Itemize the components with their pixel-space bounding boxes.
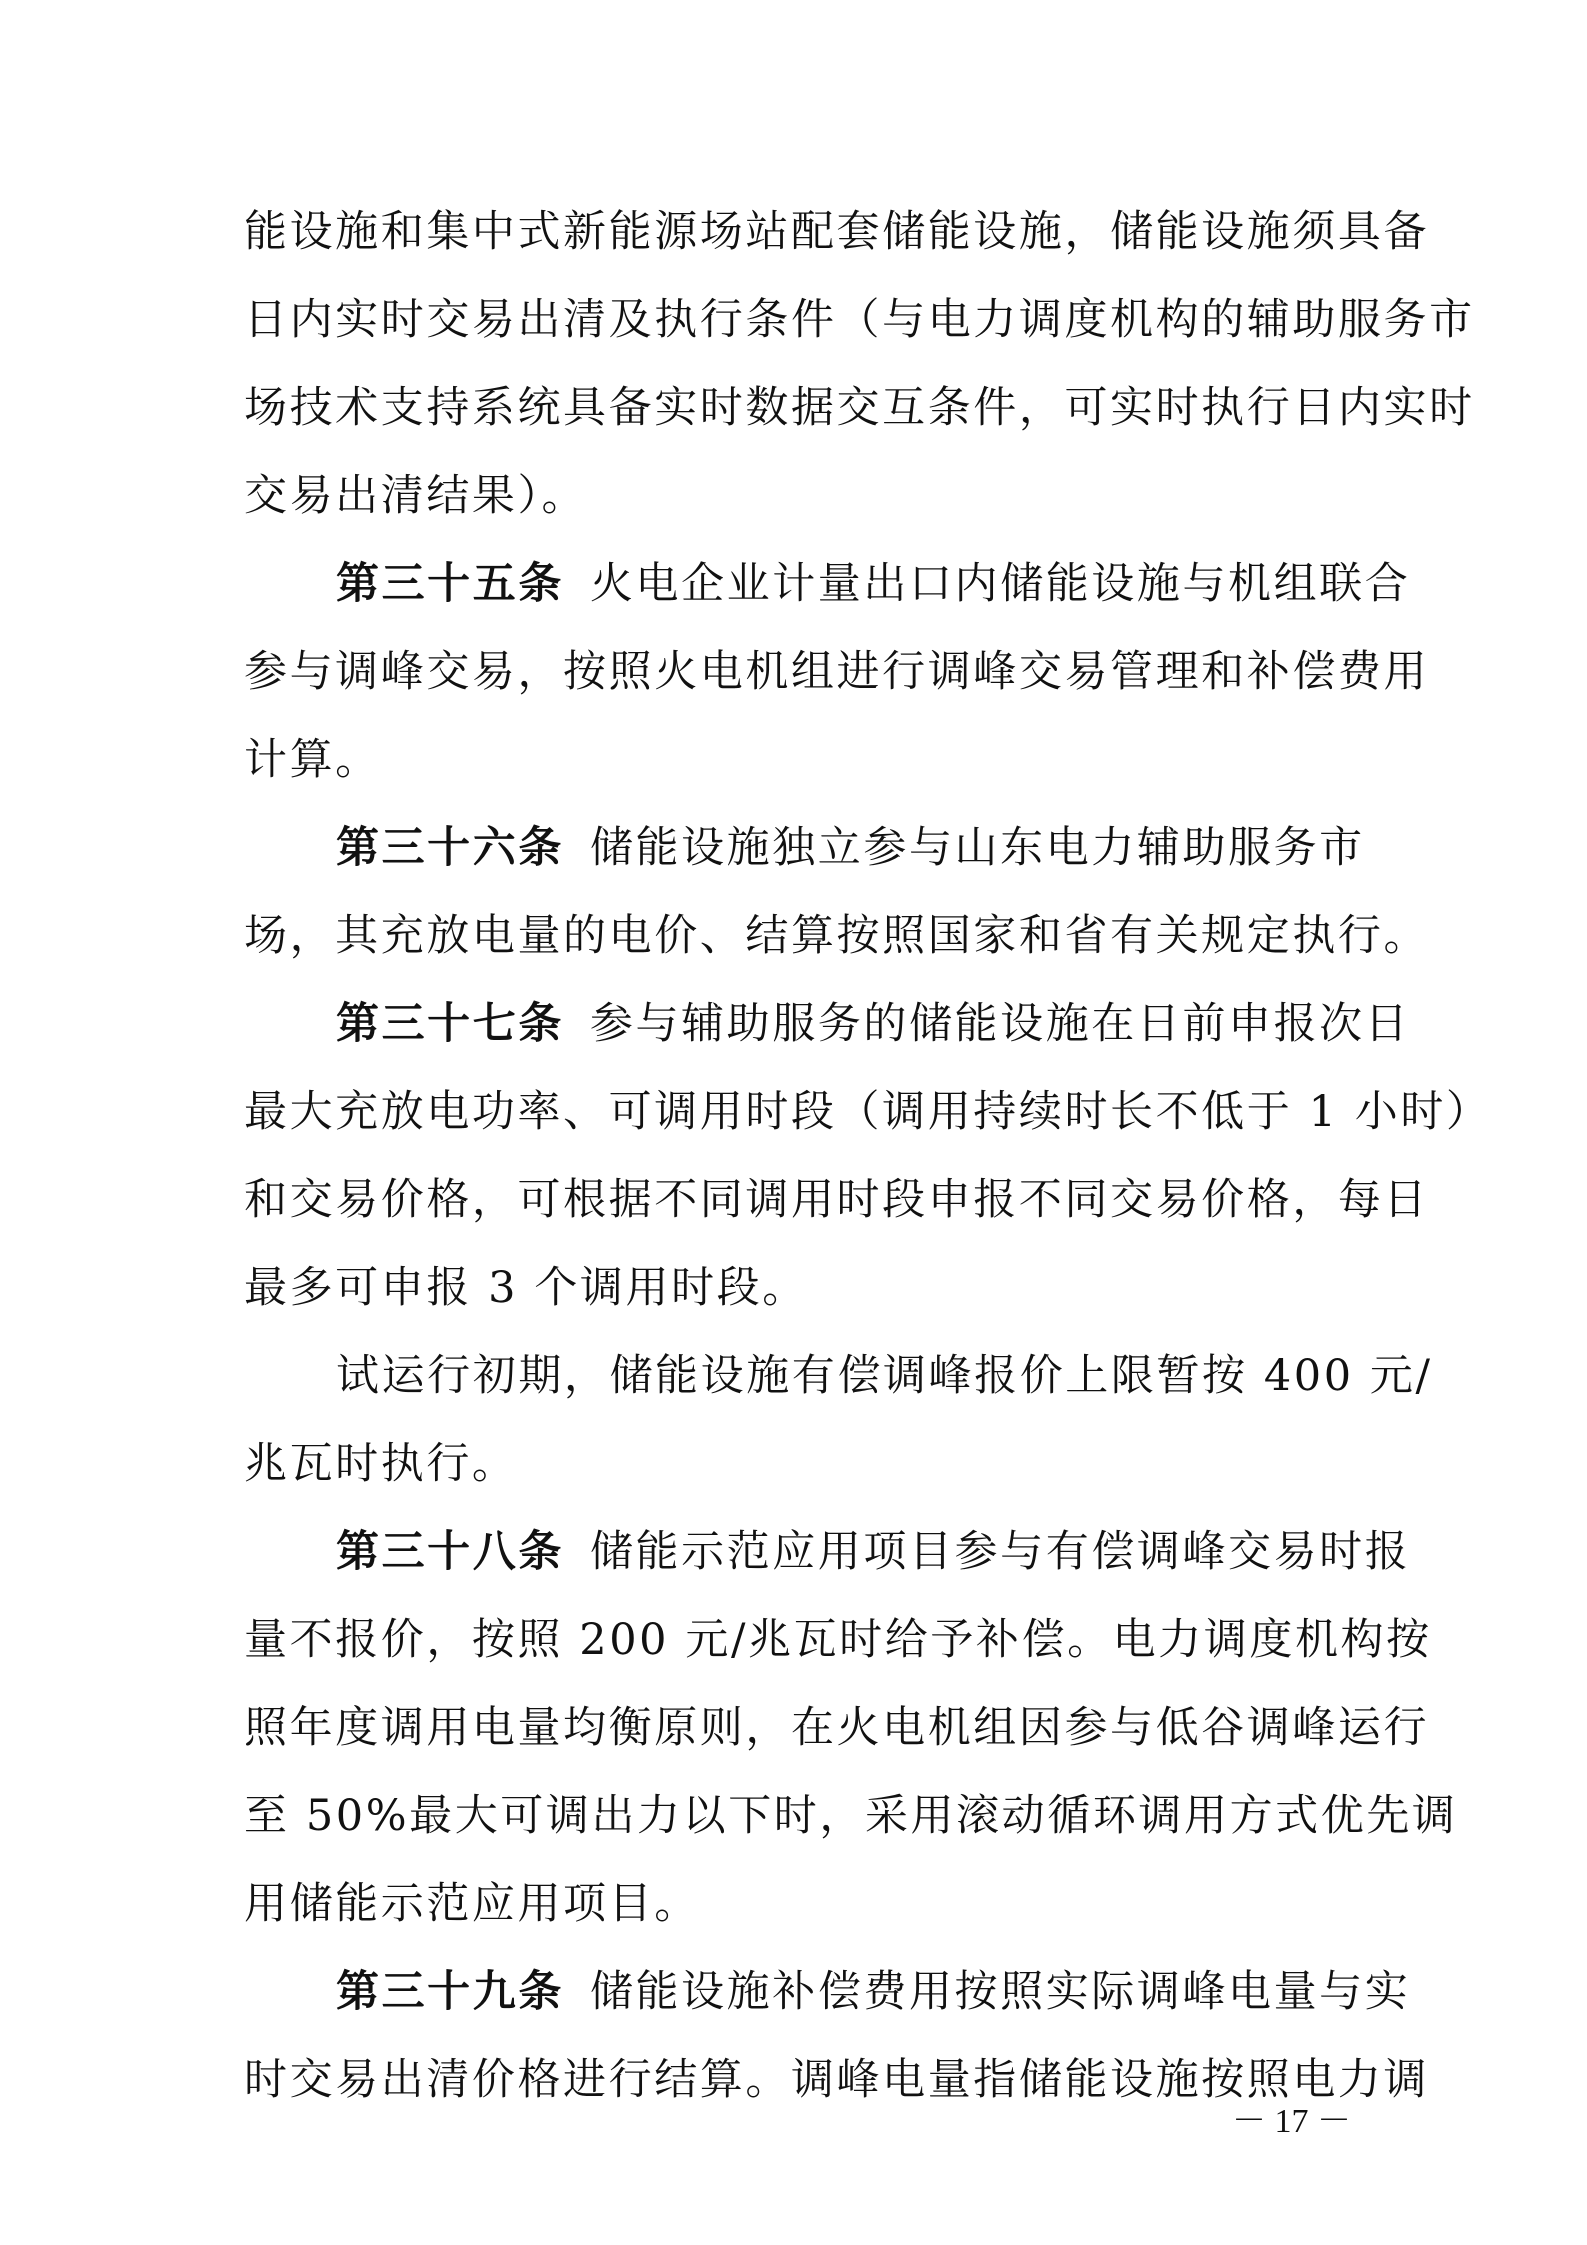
- article-39-heading: 第三十九条: [336, 1967, 564, 2017]
- article-39-line: [336, 1962, 1411, 2022]
- article-38-text: 储能示范应用项目参与有偿调峰交易时报: [589, 1527, 1411, 1577]
- text-line: 参与调峰交易，按照火电机组进行调峰交易管理和补偿费用: [244, 647, 1430, 697]
- article-38-line: [336, 1522, 1411, 1582]
- text-line: 照年度调用电量均衡原则，在火电机组因参与低谷调峰运行: [244, 1703, 1430, 1753]
- text-line: 能设施和集中式新能源场站配套储能设施，储能设施须具备: [244, 207, 1430, 257]
- text-line: 和交易价格，可根据不同调用时段申报不同交易价格，每日: [244, 1175, 1430, 1225]
- text-line: 场，其充放电量的电价、结算按照国家和省有关规定执行。: [244, 911, 1430, 961]
- text-line: 至 50%最大可调出力以下时，采用滚动循环调用方式优先调: [244, 1791, 1458, 1841]
- text-line: 交易出清结果）。: [244, 471, 588, 521]
- article-37-text: 参与辅助服务的储能设施在日前申报次日: [589, 999, 1411, 1049]
- article-36-line: [336, 818, 1365, 878]
- page-number: － 17 －: [1232, 2103, 1351, 2140]
- article-36-heading: 第三十六条: [336, 823, 564, 873]
- article-35-text: 火电企业计量出口内储能设施与机组联合: [589, 559, 1411, 609]
- text-line: 时交易出清价格进行结算。调峰电量指储能设施按照电力调: [244, 2055, 1430, 2105]
- text-line: 用储能示范应用项目。: [244, 1879, 700, 1929]
- text-line: 计算。: [244, 735, 381, 785]
- article-35-heading: 第三十五条: [336, 559, 564, 609]
- article-39-text: 储能设施补偿费用按照实际调峰电量与实: [589, 1967, 1411, 2017]
- article-37-line: [336, 994, 1411, 1054]
- text-line: 日内实时交易出清及执行条件（与电力调度机构的辅助服务市: [244, 295, 1475, 345]
- article-38-heading: 第三十八条: [336, 1527, 564, 1577]
- text-line: 兆瓦时执行。: [244, 1439, 518, 1489]
- article-37-heading: 第三十七条: [336, 999, 564, 1049]
- article-35-line: [336, 554, 1411, 614]
- article-36-text: 储能设施独立参与山东电力辅助服务市: [589, 823, 1365, 873]
- text-line: 场技术支持系统具备实时数据交互条件，可实时执行日内实时: [244, 383, 1475, 433]
- text-line: 最多可申报 3 个调用时段。: [244, 1263, 808, 1313]
- paragraph-indent-line: 试运行初期，储能设施有偿调峰报价上限暂按 400 元/: [336, 1351, 1433, 1401]
- text-line: 量不报价，按照 200 元/兆瓦时给予补偿。电力调度机构按: [244, 1615, 1432, 1665]
- text-line: 最大充放电功率、可调用时段（调用持续时长不低于 1 小时）: [244, 1087, 1492, 1137]
